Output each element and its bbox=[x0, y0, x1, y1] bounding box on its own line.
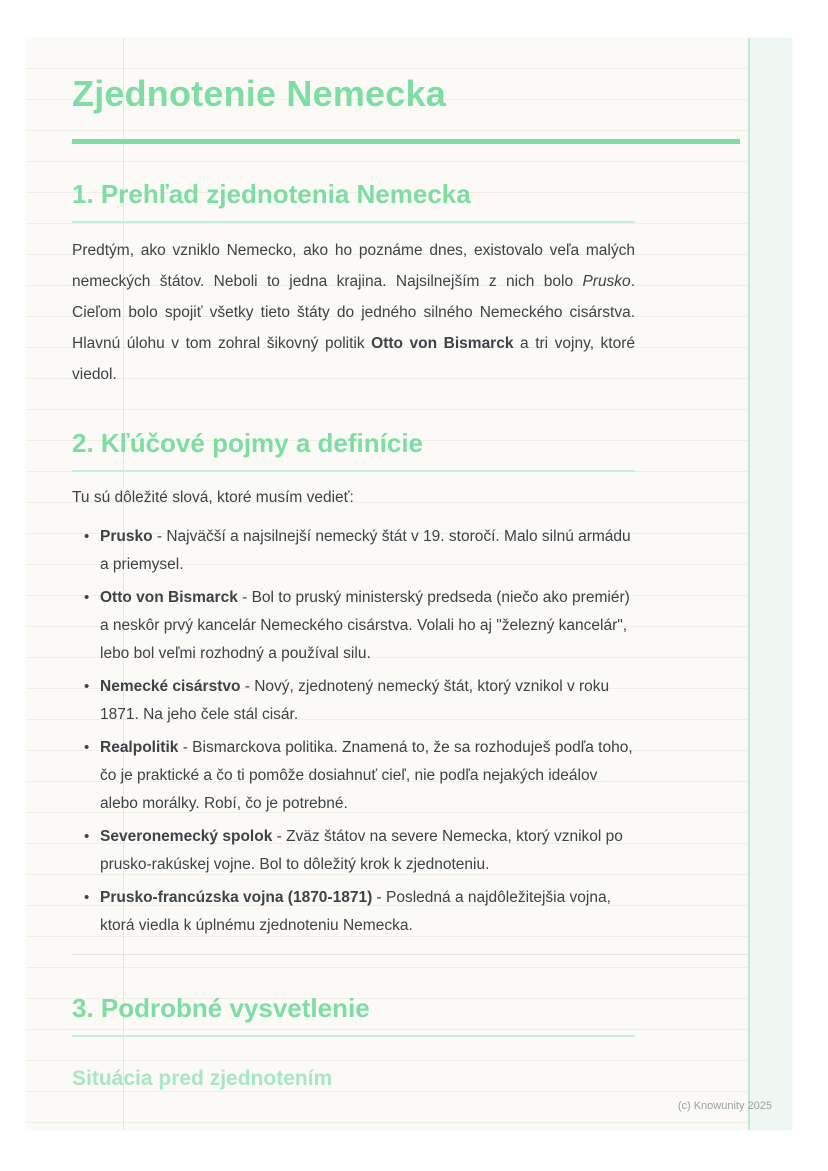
term-label: Otto von Bismarck bbox=[100, 589, 238, 606]
term-description: - Bismarckova politika. Znamená to, že sa rozhoduješ podľa toho, čo je praktické a čo ti pomôže dosiahnuť cieľ, nie podľa nejakých ideálov alebo morálky. Robí, čo je potrebné. bbox=[100, 739, 633, 812]
document-content bbox=[72, 38, 774, 1093]
subsection-heading: Situácia pred zjednotením bbox=[72, 1067, 333, 1090]
term-label: Realpolitik bbox=[100, 739, 179, 756]
list-item bbox=[72, 823, 635, 879]
paragraph-text: a tri vojny, ktoré viedol. bbox=[72, 335, 636, 383]
list-item bbox=[72, 523, 635, 579]
section-heading-overview: 1. Prehľad zjednotenia Nemecka bbox=[72, 177, 635, 223]
title-rule bbox=[72, 139, 740, 144]
term-description: - Nový, zjednotený nemecký štát, ktorý vznikol v roku 1871. Na jeho čele stál cisár. bbox=[100, 678, 610, 723]
term-label: Severonemecký spolok bbox=[100, 828, 273, 845]
term-label: Prusko-francúzska vojna (1870-1871) bbox=[100, 889, 373, 906]
list-item bbox=[72, 884, 635, 940]
term-description: - Zväz štátov na severe Nemecka, ktorý vznikol po prusko-rakúskej vojne. Bol to dôležitý krok k zjednoteniu. bbox=[100, 828, 623, 873]
paragraph-text: . Cieľom bolo spojiť všetky tieto štáty do jedného silného Nemeckého cisárstva. Hlavnú úlohu v tom zohral šikovný politik bbox=[72, 273, 635, 352]
paragraph-bold-term: Otto von Bismarck bbox=[371, 335, 514, 352]
section-divider bbox=[72, 954, 748, 955]
list-item bbox=[72, 734, 635, 818]
paragraph-text: Predtým, ako vzniklo Nemecko, ako ho poznáme dnes, existovalo veľa malých nemeckých štátov. Neboli to jedna krajina. Najsilnejším z nich bolo bbox=[72, 242, 635, 290]
term-description: - Najväčší a najsilnejší nemecký štát v 19. storočí. Malo silnú armádu a priemysel. bbox=[100, 528, 631, 573]
term-label: Prusko bbox=[100, 528, 153, 545]
overview-paragraph bbox=[72, 235, 635, 390]
section-heading-details: 3. Podrobné vysvetlenie bbox=[72, 991, 635, 1037]
term-description: - Bol to pruský ministerský predseda (niečo ako premiér) a neskôr prvý kancelár Nemeckého cisárstva. Volali ho aj "železný kancelár", lebo bol veľmi rozhodný a používal silu. bbox=[100, 589, 630, 662]
page-title: Zjednotenie Nemecka bbox=[72, 73, 446, 114]
footer-credit: (c) Knowunity 2025 bbox=[677, 1100, 772, 1112]
key-terms-list bbox=[72, 523, 635, 940]
section-heading-key-terms: 2. Kľúčové pojmy a definície bbox=[72, 426, 635, 472]
term-label: Nemecké cisárstvo bbox=[100, 678, 241, 695]
key-terms-intro: Tu sú dôležité slová, ktoré musím vedieť: bbox=[72, 489, 354, 506]
paragraph-italic-term: Prusko bbox=[582, 273, 631, 290]
list-item bbox=[72, 584, 635, 668]
document-page bbox=[26, 38, 792, 1130]
list-item bbox=[72, 673, 635, 729]
term-description: - Posledná a najdôležitejšia vojna, ktorá viedla k úplnému zjednoteniu Nemecka. bbox=[100, 889, 611, 934]
